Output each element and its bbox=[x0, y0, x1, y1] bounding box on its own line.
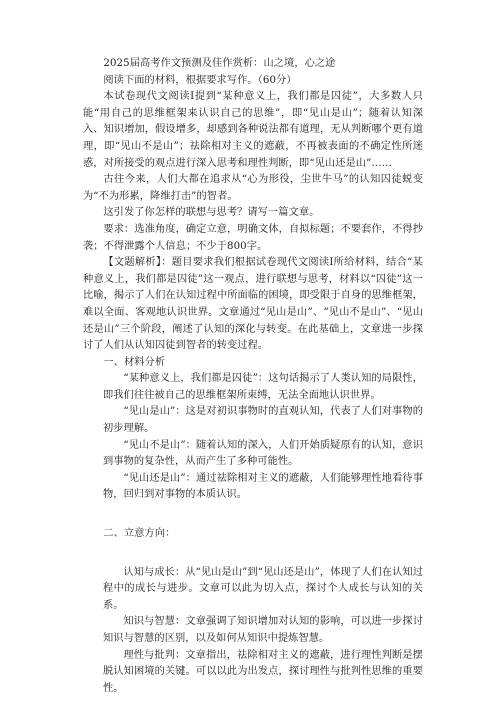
spacer bbox=[83, 543, 423, 565]
document-body bbox=[83, 56, 423, 697]
analysis-item: “见山不是山”：随着认知的深入，人们开始质疑原有的认知，意识到事物的复杂性，从而产生了多种可能性。 bbox=[103, 439, 423, 468]
requirements-text: 要求：选准角度，确定立意，明确文体，自拟标题；不要套作，不得抄袭；不得泄露个人信息；不少于800字。 bbox=[83, 223, 423, 252]
material-paragraph: 这引发了你怎样的联想与思考？请写一篇文章。 bbox=[103, 207, 320, 219]
material-paragraph: 本试卷现代文阅读Ⅰ提到“某种意义上，我们都是囚徒”，大多数人只能“用自己的思维框架来认识自己的思维”，即“见山是山”；随着认知深入、知识增加，假设增多，却感到各种说法都有道理，无从判断哪个更有道理，即“见山不是山”；祛除相对主义的遮蔽，不再被表面的不确定性所迷惑，对所接受的观点进行深入思考和理性判断，即“见山还是山”…… bbox=[83, 91, 423, 169]
analysis-item: “见山是山”：这是对初识事物时的直观认知，代表了人们对事物的初步理解。 bbox=[103, 406, 423, 435]
direction-item: 知识与智慧：文章强调了知识增加对认知的影响，可以进一步探讨知识与智慧的区别，以及如何从知识中提炼智慧。 bbox=[103, 616, 423, 644]
spacer bbox=[83, 504, 423, 526]
material-paragraph: 古往今来，人们大都在追求从“心为形役，尘世牛马”的认知囚徒蜕变为“不为形累，降维打击”的智者。 bbox=[83, 174, 423, 202]
analysis-intro: 【文题解析】：题目要求我们根据试卷现代文阅读Ⅰ所给材料，结合“某种意义上，我们都是囚徒”这一观点，进行联想与思考，材料以“囚徒”这一比喻，揭示了人们在认知过程中所面临的困境，即受限于自身的思维框架，难以全面、客观地认识世界。文章通过“见山是山”、“见山不是山”、“见山还是山”三个阶段，阐述了认知的深化与转变。在此基础上，文章进一步探讨了人们从认知囚徒到智者的转变过程。 bbox=[83, 257, 423, 352]
direction-item: 理性与批判：文章指出，祛除相对主义的遮蔽，进行理性判断是摆脱认知困境的关键。可以以此为出发点，探讨理性与批判性思维的重要性。 bbox=[103, 649, 423, 694]
analysis-item: “某种意义上，我们都是囚徒”：这句话揭示了人类认知的局限性，即我们往往被自己的思维框架所束缚，无法全面地认识世界。 bbox=[103, 373, 423, 401]
analysis-item: “见山还是山”：通过祛除相对主义的遮蔽，人们能够理性地看待事物，回归到对事物的本质认识。 bbox=[103, 472, 423, 501]
document-title: 2025届高考作文预测及佳作赏析：山之境，心之途 bbox=[103, 58, 336, 69]
section-heading-direction: 二、立意方向： bbox=[103, 528, 176, 540]
instruction-text: 阅读下面的材料，根据要求写作。（60分） bbox=[103, 74, 297, 86]
section-heading-material-analysis: 一、材料分析 bbox=[103, 356, 166, 368]
direction-item: 认知与成长：从“见山是山”到“见山还是山”，体现了人们在认知过程中的成长与进步。文章可以此为切入点，探讨个人成长与认知的关系。 bbox=[103, 566, 423, 611]
